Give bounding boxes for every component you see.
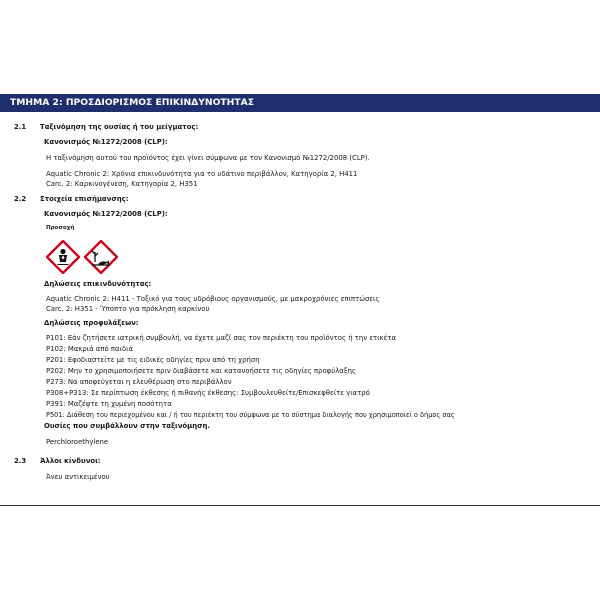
regulation-label: Κανονισμός №1272/2008 (CLP): (44, 210, 168, 218)
precaution-p501: P501: Διάθεση του περιεχομένου και / ή του περιέκτη του σύμφωνα με το σύστημα διαλογής που χρησιμοποιεί ο δήμος σας (46, 411, 455, 419)
classification-aquatic: Aquatic Chronic 2: Χρόνια επικινδυνότητα για το υδάτινο περιβάλλον, Κατηγορία 2, H411 (46, 170, 358, 178)
precaution-p391: P391: Μαζέψτε τη χυμένη ποσότητα (46, 400, 172, 408)
health-hazard-icon (46, 240, 80, 274)
section-title-bar: ΤΜΗΜΑ 2: ΠΡΟΣΔΙΟΡΙΣΜΟΣ ΕΠΙΚΙΝΔΥΝΟΤΗΤΑΣ (0, 94, 600, 112)
environment-hazard-icon (84, 240, 118, 274)
contributing-substances-heading: Ουσίες που συμβάλλουν στην ταξινόμηση. (44, 422, 211, 430)
other-hazards-text: Άνευ αντικειμένου (46, 473, 110, 481)
heading-label-elements: Στοιχεία επισήμανσης: (40, 195, 129, 203)
section-number-2-1: 2.1 (14, 123, 27, 131)
hazard-statements-heading: Δηλώσεις επικινδυνότητας: (44, 280, 152, 288)
precautionary-statements-heading: Δηλώσεις προφυλάξεων: (44, 319, 139, 327)
precaution-p102: P102: Μακριά από παιδιά (46, 345, 134, 353)
substance-name: Perchloroethylene (46, 438, 109, 446)
section-bottom-rule (0, 505, 600, 506)
classification-text: Η ταξινόμηση αυτού του προϊόντος έχει γίνει σύμφωνα με τον Κανονισμό №1272/2008 (CLP). (46, 154, 370, 162)
regulation-label: Κανονισμός №1272/2008 (CLP): (44, 138, 168, 146)
section-number-2-2: 2.2 (14, 195, 27, 203)
hazard-statement: Carc. 2: H351 - Ύποπτο για πρόκληση καρκίνου (46, 305, 210, 313)
classification-carc: Carc. 2: Καρκινογένεση, Κατηγορία 2, H351 (46, 180, 198, 188)
precaution-p202: P202: Μην το χρησιμοποιήσετε πριν διαβάσετε και κατανοήσετε τις οδηγίες προφύλαξης (46, 367, 357, 375)
precaution-p273: P273: Να αποφεύγεται η ελευθέρωση στο περιβάλλον (46, 378, 232, 386)
precaution-p101: P101: Εάν ζητήσετε ιατρική συμβουλή, να έχετε μαζί σας τον περιέκτη του προϊόντος ή την ετικέτα (46, 334, 397, 342)
precaution-p308-p313: P308+P313: Σε περίπτωση έκθεσης ή πιθανής έκθεσης: Συμβουλευθείτε/Επισκεφθείτε γιατρό (46, 389, 370, 397)
hazard-statement: Aquatic Chronic 2: H411 - Τοξικό για τους υδρόβιους οργανισμούς, με μακροχρόνιες επιπτώσεις (46, 295, 380, 303)
section-number-2-3: 2.3 (14, 457, 27, 465)
heading-classification: Ταξινόμηση της ουσίας ή του μείγματος: (40, 123, 199, 131)
precaution-p201: P201: Εφοδιαστείτε με τις ειδικές οδηγίες πριν από τη χρήση (46, 356, 260, 364)
heading-other-hazards: Άλλοι κίνδυνοι: (40, 457, 101, 465)
signal-word: Προσοχή (46, 225, 75, 231)
sds-section-2 (0, 94, 600, 506)
